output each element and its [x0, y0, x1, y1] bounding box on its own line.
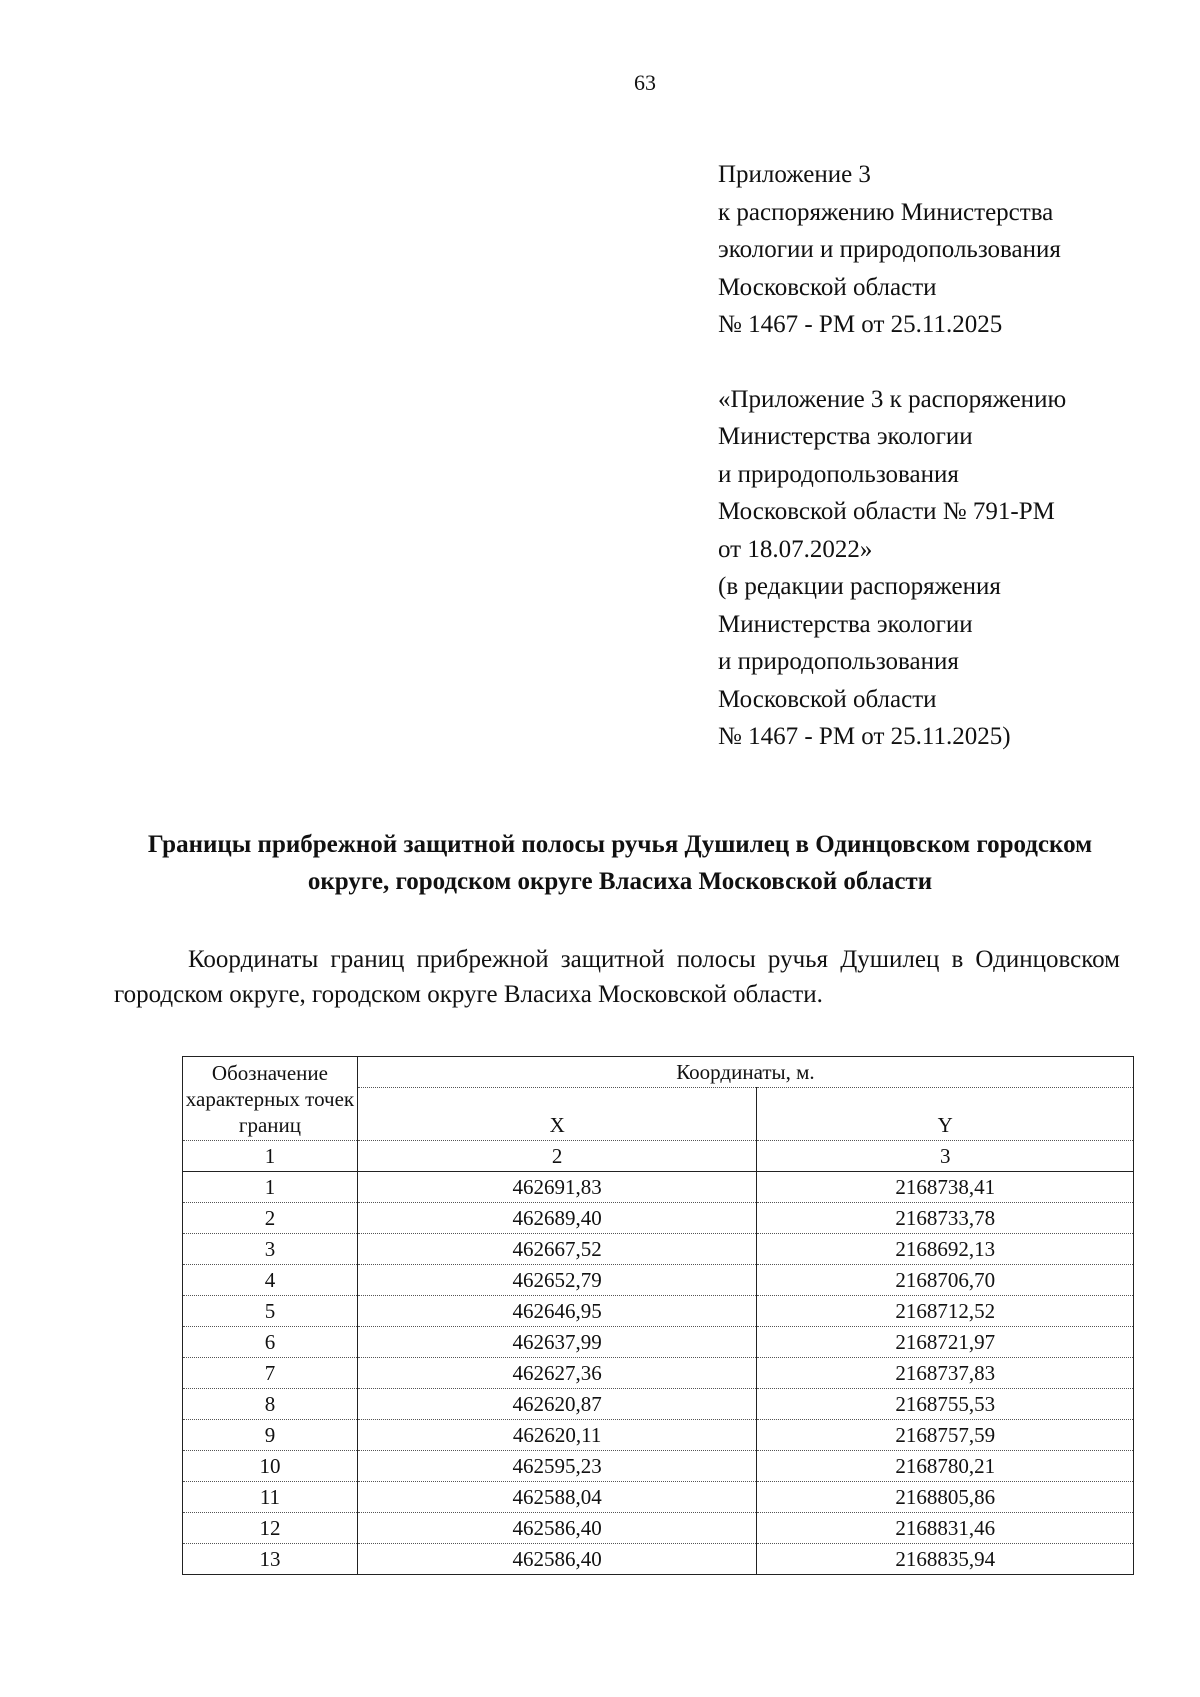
table-row — [183, 1451, 1134, 1482]
cell-point: 5 — [183, 1296, 358, 1327]
table-row — [183, 1389, 1134, 1420]
cell-y: 2168780,21 — [757, 1451, 1134, 1482]
annex-revision-line: и природопользования — [718, 460, 959, 488]
annex-revision-line: Министерства экологии — [718, 610, 973, 638]
column-number: 2 — [357, 1141, 757, 1172]
annex-revision-line: (в редакции распоряжения — [718, 573, 1001, 600]
cell-y: 2168733,78 — [757, 1203, 1134, 1234]
cell-x: 462595,23 — [357, 1451, 757, 1482]
cell-point: 10 — [183, 1451, 358, 1482]
cell-x: 462646,95 — [357, 1296, 757, 1327]
cell-y: 2168721,97 — [757, 1327, 1134, 1358]
column-number: 3 — [757, 1141, 1134, 1172]
table-row — [183, 1420, 1134, 1451]
annex-revision-line: Московской области — [718, 685, 937, 713]
cell-y: 2168737,83 — [757, 1358, 1134, 1389]
cell-y: 2168692,13 — [757, 1234, 1134, 1265]
annex-header — [718, 156, 1178, 756]
header-coordinates: Координаты, м. — [357, 1057, 1133, 1088]
coordinates-table — [182, 1056, 1134, 1575]
cell-x: 462586,40 — [357, 1544, 757, 1575]
annex-line: экологии и природопользования — [718, 236, 1061, 263]
cell-y: 2168738,41 — [757, 1172, 1134, 1203]
cell-x: 462620,11 — [357, 1420, 757, 1451]
cell-x: 462586,40 — [357, 1513, 757, 1544]
annex-revision-line: Министерства экологии — [718, 423, 973, 450]
cell-point: 4 — [183, 1265, 358, 1296]
header-point-label: Обозначение характерных точек границ — [183, 1057, 358, 1141]
table-row — [183, 1327, 1134, 1358]
cell-point: 6 — [183, 1327, 358, 1358]
table-row — [183, 1234, 1134, 1265]
table-row — [183, 1513, 1134, 1544]
cell-x: 462637,99 — [357, 1327, 757, 1358]
annex-revision-line: Московской области № 791-РМ — [718, 498, 1055, 525]
cell-x: 462667,52 — [357, 1234, 757, 1265]
cell-y: 2168755,53 — [757, 1389, 1134, 1420]
annex-line: Московской области — [718, 273, 937, 301]
table-row — [183, 1296, 1134, 1327]
cell-y: 2168835,94 — [757, 1544, 1134, 1575]
cell-point: 8 — [183, 1389, 358, 1420]
cell-x: 462620,87 — [357, 1389, 757, 1420]
cell-point: 7 — [183, 1358, 358, 1389]
cell-point: 1 — [183, 1172, 358, 1203]
annex-revision-line: от 18.07.2022» — [718, 535, 873, 563]
cell-point: 3 — [183, 1234, 358, 1265]
cell-x: 462588,04 — [357, 1482, 757, 1513]
cell-y: 2168805,86 — [757, 1482, 1134, 1513]
annex-revision-line: и природопользования — [718, 648, 959, 675]
page-number: 63 — [634, 70, 656, 95]
cell-point: 11 — [183, 1482, 358, 1513]
header-y: Y — [757, 1088, 1134, 1141]
cell-x: 462652,79 — [357, 1265, 757, 1296]
annex-revision-line: № 1467 - РМ от 25.11.2025) — [718, 723, 1011, 750]
table-row — [183, 1358, 1134, 1389]
annex-spacer — [718, 344, 1178, 381]
header-x: X — [357, 1088, 757, 1141]
cell-y: 2168831,46 — [757, 1513, 1134, 1544]
cell-point: 9 — [183, 1420, 358, 1451]
cell-x: 462689,40 — [357, 1203, 757, 1234]
table-row — [183, 1203, 1134, 1234]
annex-revision-line: «Приложение 3 к распоряжению — [718, 385, 1067, 413]
cell-y: 2168712,52 — [757, 1296, 1134, 1327]
cell-x: 462627,36 — [357, 1358, 757, 1389]
annex-line: к распоряжению Министерства — [718, 198, 1054, 226]
cell-point: 2 — [183, 1203, 358, 1234]
table-row — [183, 1482, 1134, 1513]
intro-paragraph: Координаты границ прибрежной защитной полосы ручья Душилец в Одинцовском городском округе, городском округе Власиха Московской области. — [114, 946, 1120, 1008]
annex-line: № 1467 - РМ от 25.11.2025 — [718, 311, 1003, 338]
document-title: Границы прибрежной защитной полосы ручья Душилец в Одинцовском городском округе, городском округе Власиха Московской области — [147, 831, 1093, 895]
cell-y: 2168706,70 — [757, 1265, 1134, 1296]
cell-x: 462691,83 — [357, 1172, 757, 1203]
column-number-row — [183, 1141, 1134, 1172]
cell-y: 2168757,59 — [757, 1420, 1134, 1451]
column-number: 1 — [183, 1141, 358, 1172]
cell-point: 12 — [183, 1513, 358, 1544]
table-header-row — [183, 1057, 1134, 1088]
annex-line: Приложение 3 — [718, 161, 871, 188]
table-row — [183, 1172, 1134, 1203]
table-row — [183, 1265, 1134, 1296]
table-row — [183, 1544, 1134, 1575]
cell-point: 13 — [183, 1544, 358, 1575]
